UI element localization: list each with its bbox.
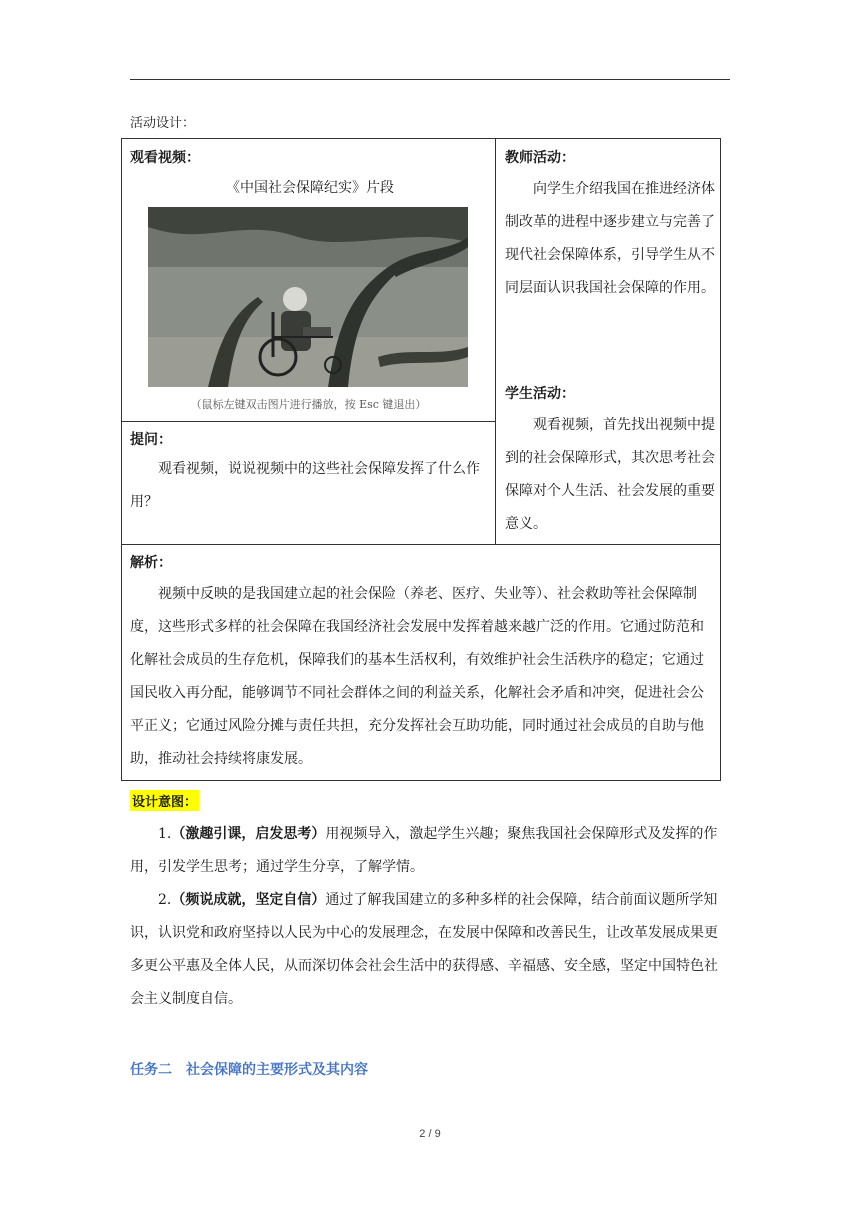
analysis-heading: 解析：	[130, 555, 172, 571]
task-heading: 任务二 社会保障的主要形式及其内容	[130, 1062, 368, 1078]
elderly-wheelchair-photo	[148, 207, 468, 387]
item-1-number: 1.	[158, 826, 172, 842]
page-number: 2 / 9	[419, 1128, 441, 1140]
design-intent-heading: 设计意图：	[130, 790, 199, 811]
item-2-bold: （频说成就，坚定自信）	[171, 892, 326, 908]
question-cell	[130, 429, 490, 519]
student-text: 观看视频，首先找出视频中提到的社会保障形式，其次思考社会保障对个人生活、社会发展的重要意义。	[505, 417, 715, 532]
video-thumbnail[interactable]	[148, 207, 468, 387]
table-divider-analysis	[122, 544, 720, 545]
video-cell	[130, 147, 490, 199]
teacher-text: 向学生介绍我国在推进经济体制改革的进程中逐步建立与完善了现代社会保障体系，引导学生从不同层面认识我国社会保障的作用。	[505, 181, 715, 296]
design-intent-item-1	[130, 818, 730, 884]
video-heading: 观看视频：	[130, 150, 200, 166]
table-divider-video	[122, 421, 495, 422]
activity-label: 活动设计：	[130, 116, 196, 131]
analysis-cell	[130, 552, 714, 776]
analysis-text: 视频中反映的是我国建立起的社会保险（养老、医疗、失业等）、社会救助等社会保障制度，这些形式多样的社会保障在我国经济社会发展中发挥着越来越广泛的作用。它通过防范和化解社会成员的生存危机，保障我们的基本生活权利，有效维护社会生活秩序的稳定；它通过国民收入再分配，能够调节不同社会群体之间的利益关系，化解社会矛盾和冲突，促进社会公平正义；它通过风险分摊与责任共担，充分发挥社会互助功能，同时通过社会成员的自助与他助，推动社会持续将康发展。	[130, 586, 704, 767]
item-2-text: 通过了解我国建立的多种多样的社会保障，结合前面议题所学知识，认识党和政府坚持以人民为中心的发展理念，在发展中保障和改善民生，让改革发展成果更多更公平惠及全体人民，从而深切体会社会生活中的获得感、辛福感、安全感，坚定中国特色社会主义制度自信。	[130, 892, 718, 1007]
teacher-heading: 教师活动：	[505, 150, 575, 166]
design-intent-item-2	[130, 884, 730, 1016]
header-rule	[130, 79, 730, 80]
student-heading: 学生活动：	[505, 386, 575, 402]
video-caption: （鼠标左键双击图片进行播放，按 Esc 键退出）	[190, 398, 427, 411]
activity-table	[121, 138, 721, 781]
question-text: 观看视频，说说视频中的这些社会保障发挥了什么作用？	[130, 461, 480, 510]
item-1-text: 用视频导入，激起学生兴趣；聚焦我国社会保障形式及发挥的作用，引发学生思考；通过学生分享，了解学情。	[130, 826, 718, 875]
student-cell	[505, 383, 715, 541]
video-title: 《中国社会保障纪实》片段	[226, 180, 394, 196]
table-divider-vertical	[495, 139, 496, 544]
teacher-cell	[505, 147, 715, 305]
item-1-bold: （激趣引课，启发思考）	[171, 826, 326, 842]
question-heading: 提问：	[130, 432, 172, 448]
item-2-number: 2.	[158, 892, 172, 908]
